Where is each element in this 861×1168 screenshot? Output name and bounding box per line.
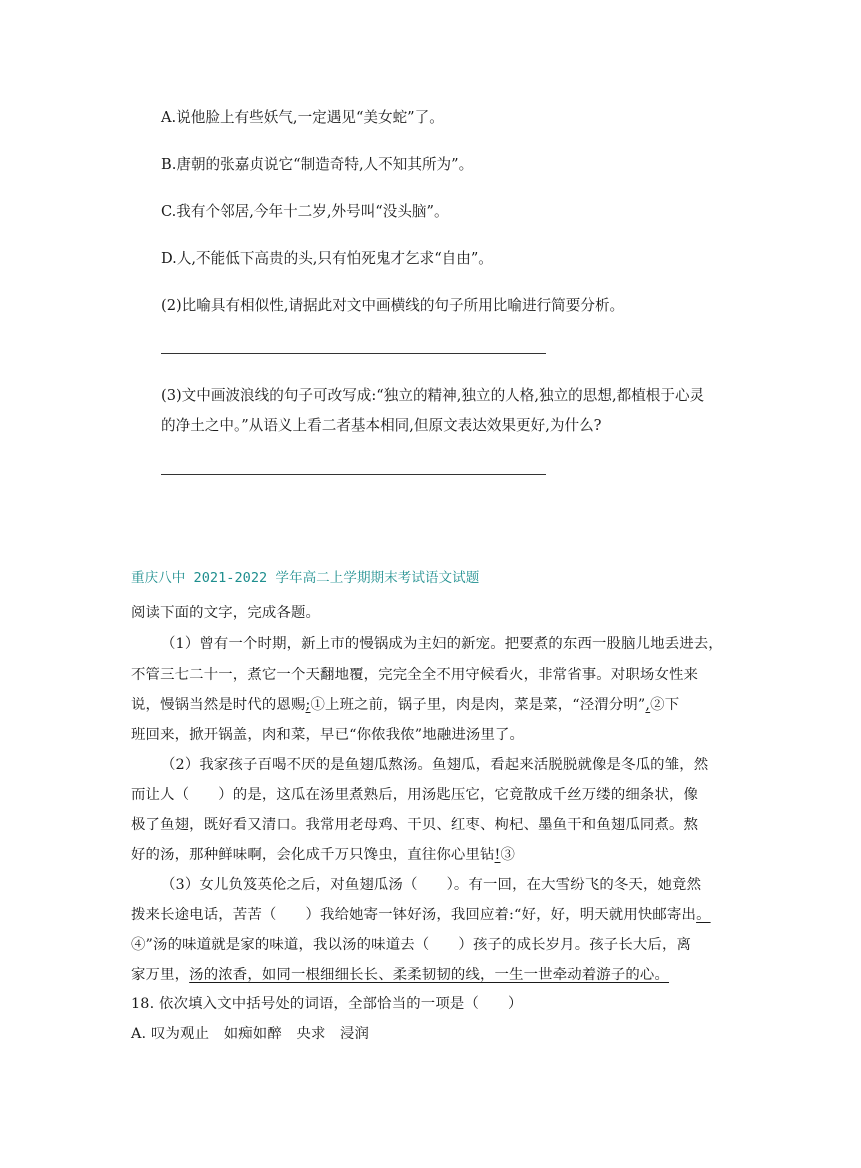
text-segment: ③ bbox=[500, 847, 516, 863]
paragraph-2-line4 bbox=[131, 843, 515, 864]
underlined-punct: 。 bbox=[696, 907, 711, 923]
paragraph-1-line2: 不管三七二十一，煮它一个天翻地覆，完完全全不用守候看火，非常省事。对职场女性来 bbox=[131, 667, 699, 683]
text-segment: ①上班之前，锅子里，肉是肉，菜是菜，“泾渭分明” bbox=[310, 697, 646, 713]
paragraph-1-line3 bbox=[131, 693, 679, 714]
question-3-line1: (3)文中画波浪线的句子可改写成:“独立的精神,独立的人格,独立的思想,都植根于心灵 bbox=[161, 387, 705, 404]
text-segment: 家万里， bbox=[131, 967, 190, 983]
paragraph-3-line1: （3）女儿负笈英伦之后，对鱼翅瓜汤（ ）。有一回，在大雪纷飞的冬天，她竟然 bbox=[161, 877, 702, 893]
question-18: 18. 依次填入文中括号处的词语，全部恰当的一项是（ ） bbox=[131, 996, 523, 1012]
paragraph-1-line4: 班回来，掀开锅盖，肉和菜，早已“你侬我侬”地融进汤里了。 bbox=[131, 727, 525, 743]
text-segment: 好的汤，那种鲜味啊，会化成千万只馋虫，直往你心里钻 bbox=[131, 847, 495, 863]
text-segment: 说，慢锅当然是时代的恩赐 bbox=[131, 697, 306, 713]
source-title: 重庆八中 2021-2022 学年高二上学期期末考试语文试题 bbox=[131, 570, 480, 586]
paragraph-3-line2 bbox=[131, 903, 711, 924]
paragraph-1-line1: （1）曾有一个时期，新上市的慢锅成为主妇的新宠。把要煮的东西一股脑儿地丢进去， bbox=[161, 636, 723, 652]
text-segment: ②下 bbox=[650, 697, 680, 713]
instruction: 阅读下面的文字，完成各题。 bbox=[131, 605, 321, 621]
underlined-punct: ; bbox=[305, 697, 311, 713]
option-d: D.人,不能低下高贵的头,只有怕死鬼才乞求“自由”。 bbox=[161, 250, 493, 267]
option-c: C.我有个邻居,今年十二岁,外号叫“没头脑”。 bbox=[161, 203, 449, 220]
answer-line-3 bbox=[161, 474, 546, 475]
underlined-sentence: 汤的浓香，如同一根细细长长、柔柔韧韧的线，一生一世牵动着游子的心。 bbox=[189, 967, 670, 983]
question-3-line2: 的净土之中。”从语义上看二者基本相同,但原文表达效果更好,为什么? bbox=[161, 417, 602, 434]
text-segment: 拨来长途电话，苦苦（ ）我给她寄一钵好汤，我回应着:“好，好，明天就用快邮寄出 bbox=[131, 907, 697, 923]
paragraph-3-line3: ④”汤的味道就是家的味道，我以汤的味道去（ ）孩子的成长岁月。孩子长大后，离 bbox=[131, 937, 692, 953]
paragraph-2-line1: （2）我家孩子百喝不厌的是鱼翅瓜熬汤。鱼翅瓜，看起来活脱脱就像是冬瓜的雏，然 bbox=[161, 757, 709, 773]
option-a: A.说他脸上有些妖气,一定遇见“美女蛇”了。 bbox=[161, 109, 444, 126]
paragraph-2-line2: 而让人（ ）的是，这瓜在汤里煮熟后，用汤匙压它，它竟散成千丝万缕的细条状，像 bbox=[131, 787, 699, 803]
paragraph-3-line4 bbox=[131, 963, 669, 984]
underlined-punct: , bbox=[645, 697, 651, 713]
option-b: B.唐朝的张嘉贞说它“制造奇特,人不知其所为”。 bbox=[161, 156, 474, 173]
question-2: (2)比喻具有相似性,请据此对文中画横线的句子所用比喻进行简要分析。 bbox=[161, 297, 625, 314]
answer-line-2 bbox=[161, 353, 546, 354]
paragraph-2-line3: 极了鱼翅，既好看又清口。我常用老母鸡、干贝、红枣、枸杞、墨鱼干和鱼翅瓜同煮。熬 bbox=[131, 817, 699, 833]
question-18-option-a: A. 叹为观止 如痴如醉 央求 浸润 bbox=[131, 1026, 370, 1042]
underlined-punct: ! bbox=[494, 847, 501, 863]
